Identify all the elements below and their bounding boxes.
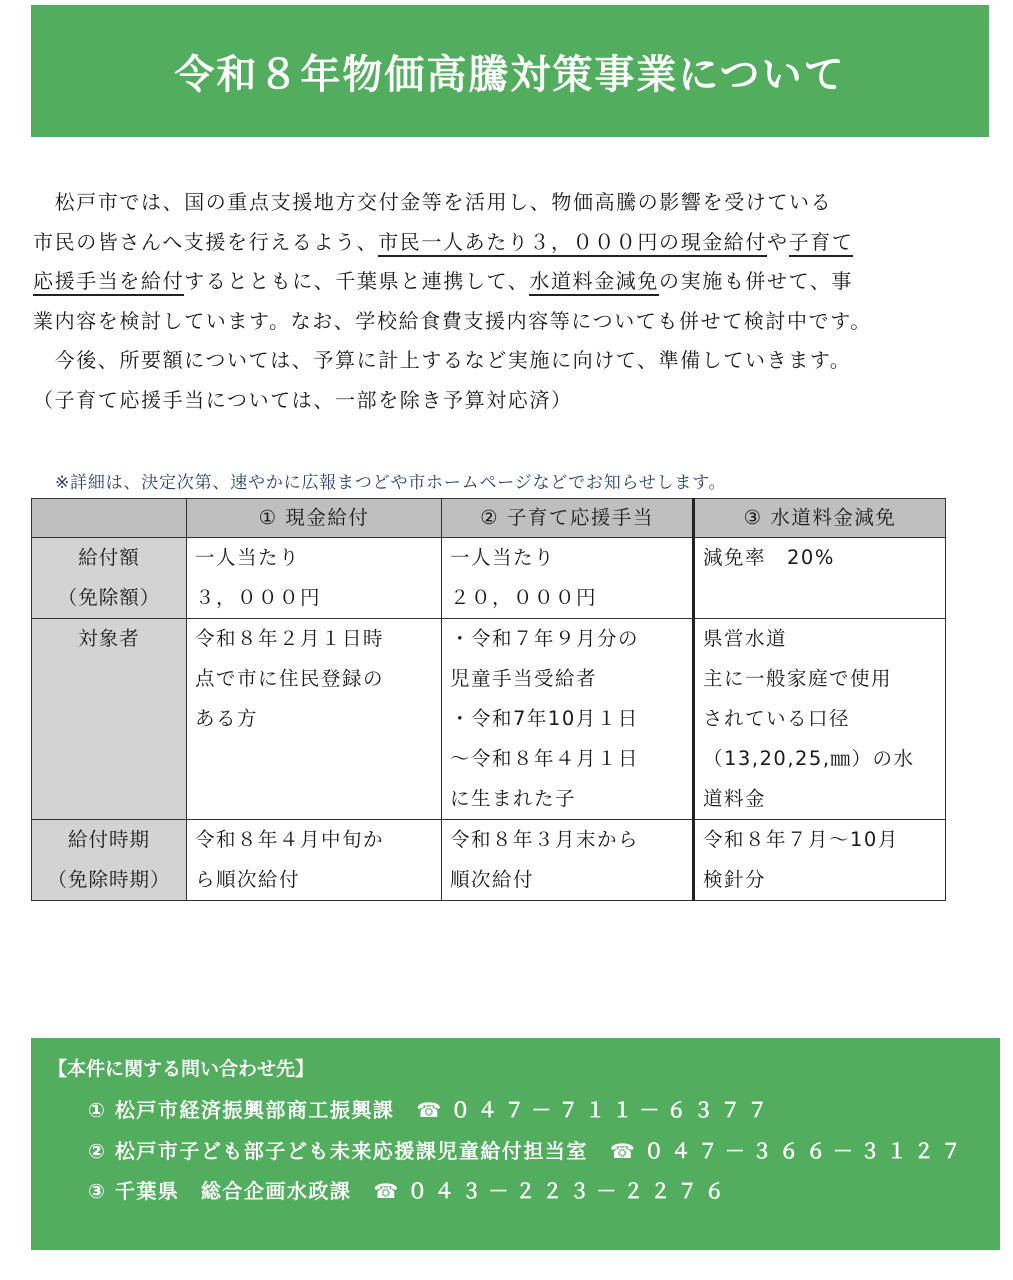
table-cell: 令和８年３月末から 順次給付 bbox=[442, 820, 694, 901]
table-cell: 令和８年４月中旬か ら順次給付 bbox=[187, 820, 442, 901]
phone-icon: ☎ bbox=[373, 1179, 406, 1203]
underlined-child-support: 子育て bbox=[789, 230, 854, 257]
row-label: 給付時期 （免除時期） bbox=[32, 820, 187, 901]
contact-item bbox=[88, 1094, 774, 1123]
contact-box bbox=[31, 1038, 1000, 1250]
contact-name: ① 松戸市経済振興部商工振興課 bbox=[88, 1098, 395, 1122]
table-header-row bbox=[32, 499, 946, 538]
header-cash: ① 現金給付 bbox=[187, 499, 442, 538]
row-label: 給付額 （免除額） bbox=[32, 538, 187, 619]
phone-icon: ☎ bbox=[609, 1139, 642, 1163]
header-empty bbox=[32, 499, 187, 538]
table-cell: 県営水道 主に一般家庭で使用 されている口径 （13,20,25,㎜）の水 道料金 bbox=[694, 619, 946, 820]
table-row bbox=[32, 820, 946, 901]
table-cell: 一人当たり ３，０００円 bbox=[187, 538, 442, 619]
contact-title: 【本件に関する問い合わせ先】 bbox=[48, 1058, 315, 1080]
intro-line: 応援手当を給付するとともに、千葉県と連携して、水道料金減免の実施も併せて、事 bbox=[33, 262, 943, 302]
title-banner bbox=[31, 5, 989, 137]
intro-line: 業内容を検討しています。なお、学校給食費支援内容等についても併せて検討中です。 bbox=[33, 308, 872, 333]
contact-name: ③ 千葉県 総合企画水政課 bbox=[88, 1179, 352, 1203]
support-table bbox=[31, 498, 946, 901]
phone-icon: ☎ bbox=[416, 1098, 449, 1122]
underlined-water-reduction: 水道料金減免 bbox=[529, 269, 659, 296]
row-label: 対象者 bbox=[32, 619, 187, 820]
table-cell: 減免率 20% bbox=[694, 538, 946, 619]
table-row bbox=[32, 538, 946, 619]
intro-line: 今後、所要額については、予算に計上するなど実施に向けて、準備していきます。 bbox=[33, 348, 852, 372]
page-title: 令和８年物価高騰対策事業について bbox=[174, 51, 846, 98]
intro-line: （子育て応援手当については、一部を除き予算対応済） bbox=[33, 387, 573, 412]
table-row bbox=[32, 619, 946, 820]
phone-number[interactable]: ０４３－２２３－２２７６ bbox=[407, 1179, 732, 1203]
contact-item bbox=[88, 1175, 731, 1204]
underlined-child-support-cont: 応援手当を給付 bbox=[33, 269, 184, 296]
underlined-cash-benefit: 市民一人あたり３，０００円の現金給付 bbox=[378, 230, 767, 257]
table-cell: ・令和７年９月分の 児童手当受給者 ・令和7年10月１日 ～令和８年４月１日 に生まれた子 bbox=[442, 619, 694, 820]
header-child: ② 子育て応援手当 bbox=[442, 499, 694, 538]
intro-text bbox=[33, 183, 943, 420]
contact-tel bbox=[416, 1098, 774, 1122]
contact-tel bbox=[373, 1179, 731, 1203]
contact-name: ② 松戸市子ども部子ども未来応援課児童給付担当室 bbox=[88, 1139, 588, 1163]
phone-number[interactable]: ０４７－７１１－６３７７ bbox=[450, 1098, 775, 1122]
intro-line: 市民の皆さんへ支援を行えるよう、市民一人あたり３，０００円の現金給付や子育て bbox=[33, 223, 943, 263]
contact-item bbox=[88, 1135, 968, 1164]
details-note: ※詳細は、決定次第、速やかに広報まつどや市ホームページなどでお知らせします。 bbox=[55, 473, 727, 493]
header-water: ③ 水道料金減免 bbox=[694, 499, 946, 538]
phone-number[interactable]: ０４７－３６６－３１２７ bbox=[643, 1139, 968, 1163]
contact-tel bbox=[610, 1139, 968, 1163]
table-cell: 令和８年２月１日時 点で市に住民登録の ある方 bbox=[187, 619, 442, 820]
intro-line: 松戸市では、国の重点支援地方交付金等を活用し、物価高騰の影響を受けている bbox=[33, 190, 833, 214]
table-cell: 令和８年７月～10月 検針分 bbox=[694, 820, 946, 901]
table-cell: 一人当たり ２０，０００円 bbox=[442, 538, 694, 619]
